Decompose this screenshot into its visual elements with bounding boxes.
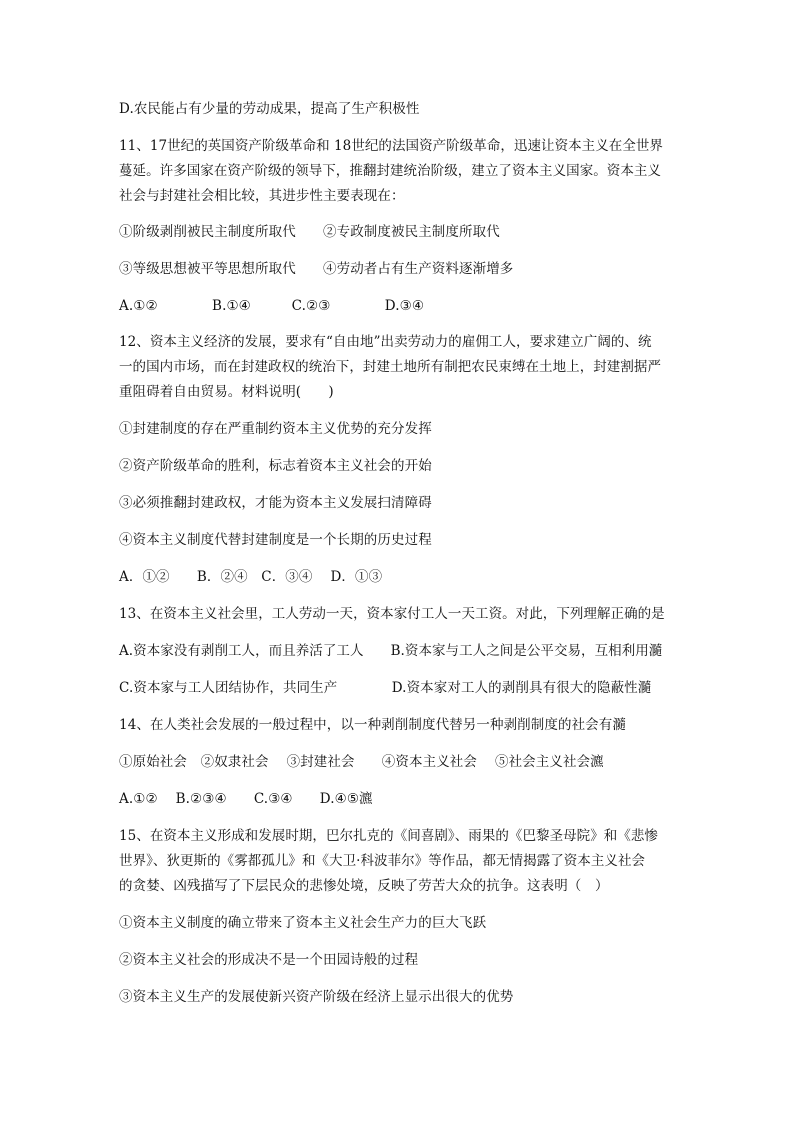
question-13-stem: 13、在资本主义社会里，工人劳动一天，资本家付工人一天工资。对此，下列理解正确的是 (119, 606, 665, 622)
question-15-statement-1: ①资本主义制度的确立带来了资本主义社会生产力的巨大飞跃 (119, 915, 487, 931)
question-13-options-ab: A.资本家没有剥削工人，而且养活了工人 B.资本家与工人之间是公平交易，互相利用瀡 (119, 643, 663, 659)
question-14-statements: ①原始社会 ②奴隶社会 ③封建社会 ④资本主义社会 ⑤社会主义社会瀌 (119, 754, 604, 770)
question-13-options-cd: C.资本家与工人团结协作，共同生产 D.资本家对工人的剥削具有很大的隐蔽性瀡 (119, 680, 652, 696)
question-15-statement-3: ③资本主义生产的发展使新兴资产阶级在经济上显示出很大的优势 (119, 989, 514, 1005)
question-12-options: A．①② B．②④ C．③④ D．①③ (119, 569, 383, 585)
question-11-line-1: 11、17世纪的英国资产阶级革命和 18世纪的法国资产阶级革命，迅速让资本主义在全世界 (119, 138, 663, 154)
question-15-line-1: 15、在资本主义形成和发展时期，巴尔扎克的《间喜剧》、雨果的《巴黎圣母院》和《悲惨 (119, 828, 658, 844)
question-15-line-3: 的贪婪、凶残描写了下层民众的悲惨处境，反映了劳苦大众的抗争。这表明（ ） (119, 878, 609, 894)
question-14-options: A.①② B.②③④ C.③④ D.④⑤瀌 (119, 791, 373, 807)
question-14-stem: 14、在人类社会发展的一般过程中，以一种剥削制度代替另一种剥削制度的社会有瀡 (119, 717, 626, 733)
question-11-statements-1: ①阶级剥削被民主制度所取代 ②专政制度被民主制度所取代 (119, 224, 500, 240)
question-12-statement-2: ②资产阶级革命的胜利，标志着资本主义社会的开始 (119, 458, 432, 474)
question-12-line-1: 12、资本主义经济的发展，要求有“自由地”出卖劳动力的雇佣工人，要求建立广阔的、统 (119, 334, 652, 350)
question-12-statement-3: ③必须推翻封建政权，才能为资本主义发展扫清障碍 (119, 495, 432, 511)
question-12-statement-4: ④资本主义制度代替封建制度是一个长期的历史过程 (119, 532, 432, 548)
question-15-line-2: 世界》、狄更斯的《雾都孤儿》和《大卫·科波菲尔》等作品，都无情揭露了资本主义社会 (119, 853, 646, 869)
question-11-line-2: 蔓延。许多国家在资产阶级的领导下，推翻封建统治阶级，建立了资本主义国家。资本主义 (119, 163, 661, 179)
question-15-statement-2: ②资本主义社会的形成决不是一个田园诗般的过程 (119, 952, 419, 968)
question-12-line-2: 一的国内市场，而在封建政权的统治下，封建土地所有制把农民束缚在土地上，封建割据严 (119, 359, 661, 375)
question-11-line-3: 社会与封建社会相比较，其进步性主要表现在： (119, 188, 405, 204)
option-d-q10: D.农民能占有少量的劳动成果，提高了生产积极性 (119, 101, 420, 117)
question-11-options: A.①② B.①④ C.②③ D.③④ (119, 298, 425, 314)
question-12-statement-1: ①封建制度的存在严重制约资本主义优势的充分发挥 (119, 421, 432, 437)
question-11-statements-2: ③等级思想被平等思想所取代 ④劳动者占有生产资料逐渐增多 (119, 261, 514, 277)
question-12-line-3: 重阻碍着自由贸易。材料说明( ) (119, 384, 334, 400)
